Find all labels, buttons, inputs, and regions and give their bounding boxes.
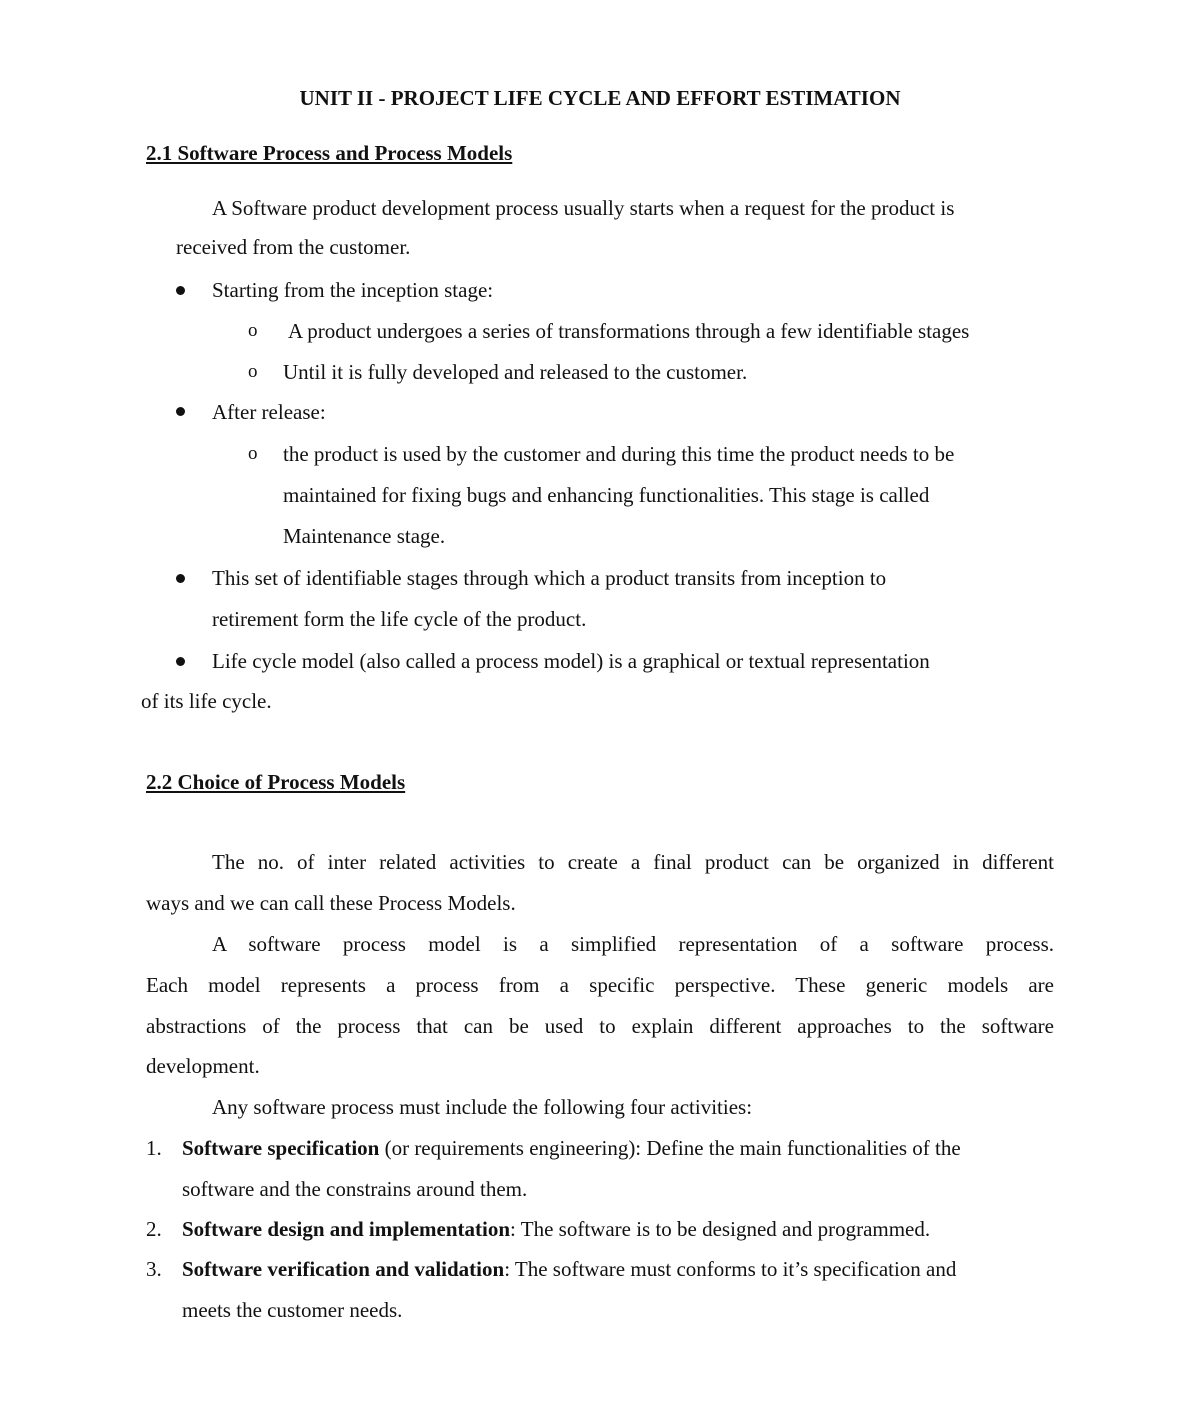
circle-bullet-icon: o	[248, 320, 258, 341]
sub-bullet-item: A product undergoes a series of transformations through a few identifiable stages	[288, 319, 970, 343]
paragraph-line: Each model represents a process from a specific perspective. These generic models are	[146, 973, 1054, 997]
bullet-icon	[176, 407, 185, 416]
paragraph-line: received from the customer.	[176, 235, 411, 259]
list-item	[182, 1138, 961, 1159]
section-heading-2-1: 2.1 Software Process and Process Models	[146, 141, 513, 165]
list-item-term: Software specification	[182, 1136, 380, 1160]
list-item-term: Software verification and validation	[182, 1257, 505, 1281]
paragraph-line: Any software process must include the following four activities:	[212, 1095, 753, 1119]
paragraph-line: The no. of inter related activities to create a final product can be organized in different	[212, 850, 1054, 874]
list-number: 2.	[146, 1217, 162, 1241]
paragraph-line: ways and we can call these Process Models.	[146, 891, 516, 915]
list-item-line: meets the customer needs.	[182, 1298, 403, 1322]
sub-bullet-line: Maintenance stage.	[283, 524, 446, 548]
list-number: 1.	[146, 1136, 162, 1160]
bullet-icon	[176, 657, 185, 666]
list-number: 3.	[146, 1257, 162, 1281]
bullet-item: This set of identifiable stages through which a product transits from inception to	[212, 566, 887, 590]
bullet-icon	[176, 286, 185, 295]
bullet-item: Starting from the inception stage:	[212, 278, 494, 302]
sub-bullet-item: the product is used by the customer and during this time the product needs to be	[283, 442, 955, 466]
paragraph-line: A Software product development process usually starts when a request for the product is	[212, 196, 955, 220]
bullet-line: of its life cycle.	[141, 689, 272, 713]
paragraph-line: A software process model is a simplified representation of a software process.	[212, 932, 1054, 956]
list-item-text: : The software must conforms to it’s specification and	[504, 1257, 957, 1281]
sub-bullet-line: maintained for fixing bugs and enhancing functionalities. This stage is called	[283, 483, 930, 507]
list-item-text: (or requirements engineering): Define the main functionalities of the	[379, 1136, 961, 1160]
circle-bullet-icon: o	[248, 443, 258, 464]
list-item	[182, 1219, 930, 1240]
page-title: UNIT II - PROJECT LIFE CYCLE AND EFFORT ESTIMATION	[299, 86, 901, 110]
list-item-text: : The software is to be designed and programmed.	[510, 1217, 931, 1241]
bullet-line: retirement form the life cycle of the product.	[212, 607, 587, 631]
section-heading-2-2: 2.2 Choice of Process Models	[146, 770, 406, 794]
list-item	[182, 1259, 956, 1280]
list-item-term: Software design and implementation	[182, 1217, 511, 1241]
bullet-item: After release:	[212, 400, 326, 424]
circle-bullet-icon: o	[248, 361, 258, 382]
bullet-icon	[176, 574, 185, 583]
list-item-line: software and the constrains around them.	[182, 1177, 528, 1201]
sub-bullet-item: Until it is fully developed and released to the customer.	[283, 360, 748, 384]
bullet-item: Life cycle model (also called a process model) is a graphical or textual representation	[212, 649, 930, 673]
paragraph-line: development.	[146, 1054, 260, 1078]
paragraph-line: abstractions of the process that can be used to explain different approaches to the software	[146, 1014, 1054, 1038]
